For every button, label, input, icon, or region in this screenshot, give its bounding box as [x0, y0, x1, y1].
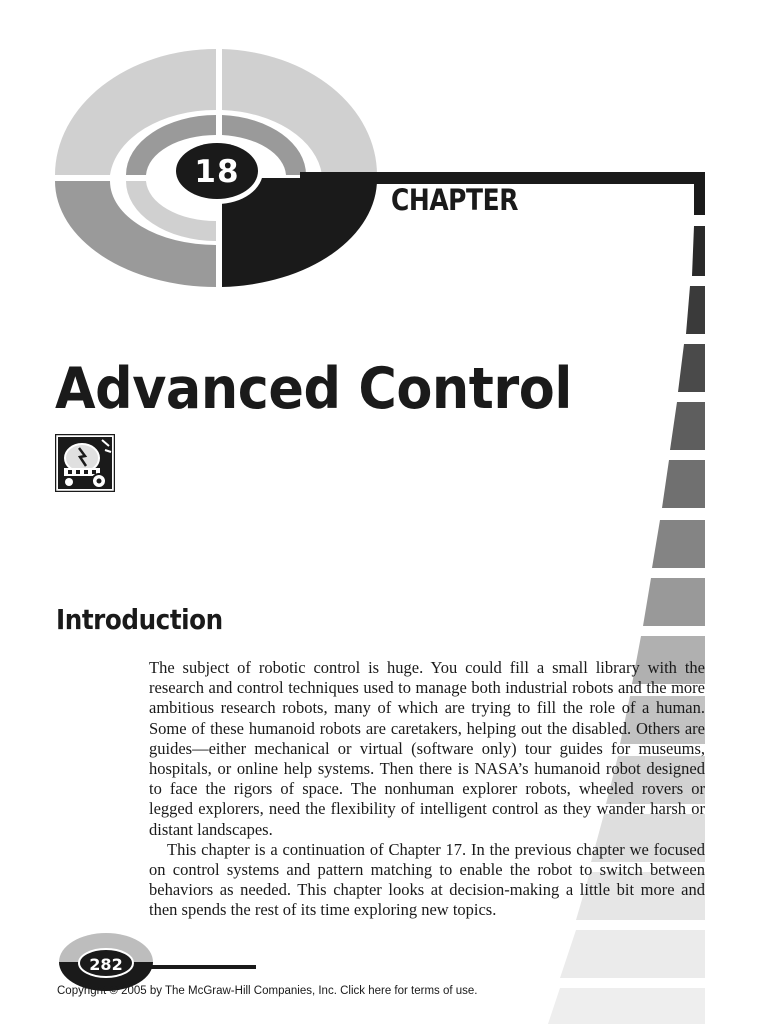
- page-number: 282: [89, 954, 123, 974]
- section-heading: Introduction: [56, 603, 223, 636]
- chapter-number: 18: [194, 154, 240, 190]
- chapter-title: Advanced Control: [55, 356, 572, 422]
- copyright-link[interactable]: Copyright © 2005 by The McGraw-Hill Companies, Inc. Click here for terms of use.: [57, 985, 478, 997]
- robot-icon: [55, 434, 115, 492]
- paragraph: This chapter is a continuation of Chapter 17. In the previous chapter we focused on control systems and pattern matching to enable the robot to switch between behaviors as needed. This chapter looks at decision-making a little bit more and then spends the rest of its time exploring new topics.: [149, 839, 705, 920]
- body-text: [149, 658, 705, 921]
- chapter-label: CHAPTER: [391, 183, 519, 217]
- paragraph: The subject of robotic control is huge. You could fill a small library with the research and control techniques used to manage both industrial robots and the more ambitious research robots, many of which are trying to fill the role of a human. Some of these humanoid robots are caretakers, helping out the disabled. Others are guides—either mechanical or virtual (software only) tour guides for museums, hospitals, or online help systems. Then there is NASA’s humanoid robot designed to face the rigors of space. The nonhuman explorer robots, wheeled rovers or legged explorers, need the flexibility of intelligent control as they wander harsh or distant landscapes.: [149, 658, 705, 839]
